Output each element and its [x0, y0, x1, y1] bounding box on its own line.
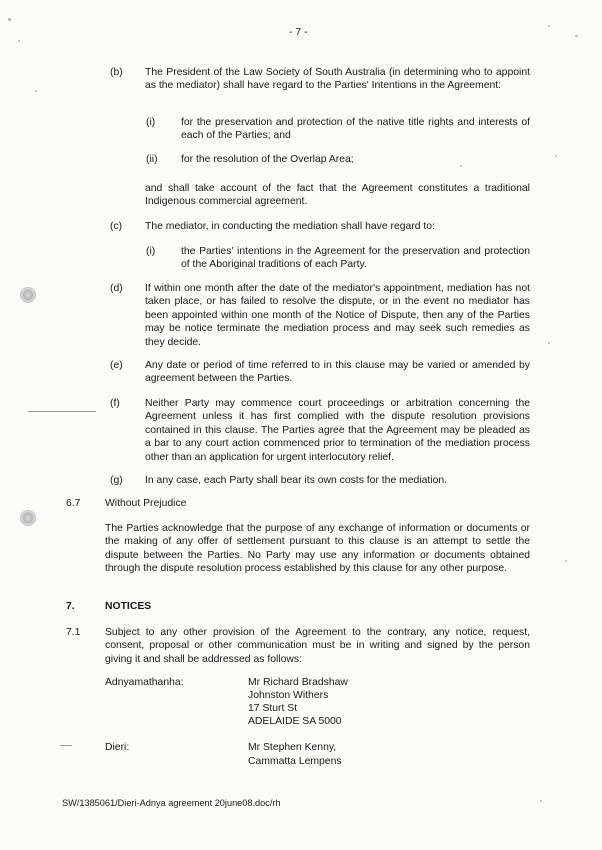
clause-e-label: (e)	[110, 360, 123, 371]
scan-speck	[575, 35, 578, 37]
address-line: Cammatta Lempens	[248, 756, 342, 767]
clause-d-text: If within one month after the date of the mediator's appointment, mediation has not taken place, or has failed to resolve the dispute, or in the event no mediator has been appointed within one month of the Notice of Dispute, then any of the Parties may be notice terminate the mediation process and may seek such remedies as they decide.	[145, 283, 530, 348]
address-line: 17 Sturt St	[248, 703, 298, 714]
scan-speck	[18, 40, 20, 42]
clause-b-text: The President of the Law Society of South Australia (in determining who to appoint as the mediator) shall have regard to the Parties' Intentions in the Agreement:	[145, 67, 530, 92]
clause-c-sub-i-label: (i)	[146, 246, 156, 257]
section-6-7-text: The Parties acknowledge that the purpose of any exchange of information or documents or the making of any offer of settlement pursuant to this clause is an attempt to settle the dispute between the Parties. No Party may use any information or documents obtained through the dispute resolution process established by this clause for any other purpose.	[105, 523, 530, 575]
clause-b-sub-ii-text: for the resolution of the Overlap Area;	[181, 154, 354, 165]
punch-hole-upper	[20, 287, 36, 303]
clause-f-label: (f)	[110, 398, 120, 409]
scan-speck	[548, 342, 550, 344]
scan-speck	[565, 560, 567, 562]
document-footer: SW/1385061/Dieri-Adnya agreement 20june08.doc/rh	[62, 798, 281, 808]
address-party-adnyamathanha: Adnyamathanha:	[105, 677, 184, 688]
clause-e-text: Any date or period of time referred to in this clause may be varied or amended by agreement between the Parties.	[145, 360, 530, 385]
scan-dash	[60, 745, 72, 746]
clause-b-sub-ii-label: (ii)	[146, 154, 158, 165]
section-7-1-number: 7.1	[66, 627, 81, 638]
clause-b-label: (b)	[110, 67, 123, 78]
clause-d-label: (d)	[110, 283, 123, 294]
section-7-number: 7.	[66, 601, 75, 612]
clause-b-sub-i-label: (i)	[146, 117, 156, 128]
address-party-dieri: Dieri:	[105, 742, 130, 753]
address-line: Mr Stephen Kenny,	[248, 742, 337, 753]
section-7-1-text: Subject to any other provision of the Agreement to the contrary, any notice, request, consent, proposal or other communication must be in writing and signed by the person giving it and shall be addressed as follows:	[105, 627, 530, 665]
address-line: Mr Richard Bradshaw	[248, 677, 348, 688]
scan-speck	[548, 25, 550, 27]
section-6-7-number: 6.7	[66, 498, 81, 509]
clause-c-label: (c)	[110, 221, 123, 232]
clause-c-sub-i-text: the Parties' intentions in the Agreement for the preservation and protection of the Aboriginal traditions of each Party.	[181, 246, 530, 271]
address-line: Johnston Withers	[248, 690, 329, 701]
section-7-heading: NOTICES	[105, 601, 152, 612]
clause-c-text: The mediator, in conducting the mediation shall have regard to:	[145, 221, 435, 232]
clause-g-text: In any case, each Party shall bear its own costs for the mediation.	[145, 475, 448, 486]
scan-speck	[35, 90, 37, 92]
clause-b-closing: and shall take account of the fact that the Agreement constitutes a traditional Indigenous commercial agreement.	[145, 183, 530, 208]
section-6-7-heading: Without Prejudice	[105, 498, 187, 509]
clause-b-sub-i-text: for the preservation and protection of the native title rights and interests of each of the Parties; and	[181, 117, 530, 142]
address-line: ADELAIDE SA 5000	[248, 716, 342, 727]
scan-speck	[555, 155, 557, 157]
clause-g-label: (g)	[110, 475, 123, 486]
scan-dash	[28, 411, 96, 412]
punch-hole-lower	[20, 510, 36, 526]
page-number: - 7 -	[289, 27, 308, 38]
scan-speck	[8, 18, 11, 21]
clause-f-text: Neither Party may commence court proceedings or arbitration concerning the Agreement unless it has first complied with the dispute resolution provisions contained in this clause. The Parties agree that the Agreement may be pleaded as a bar to any court action commenced prior to termination of the mediation process other than an application for urgent interlocutory relief.	[145, 398, 530, 463]
scan-speck	[540, 800, 542, 802]
